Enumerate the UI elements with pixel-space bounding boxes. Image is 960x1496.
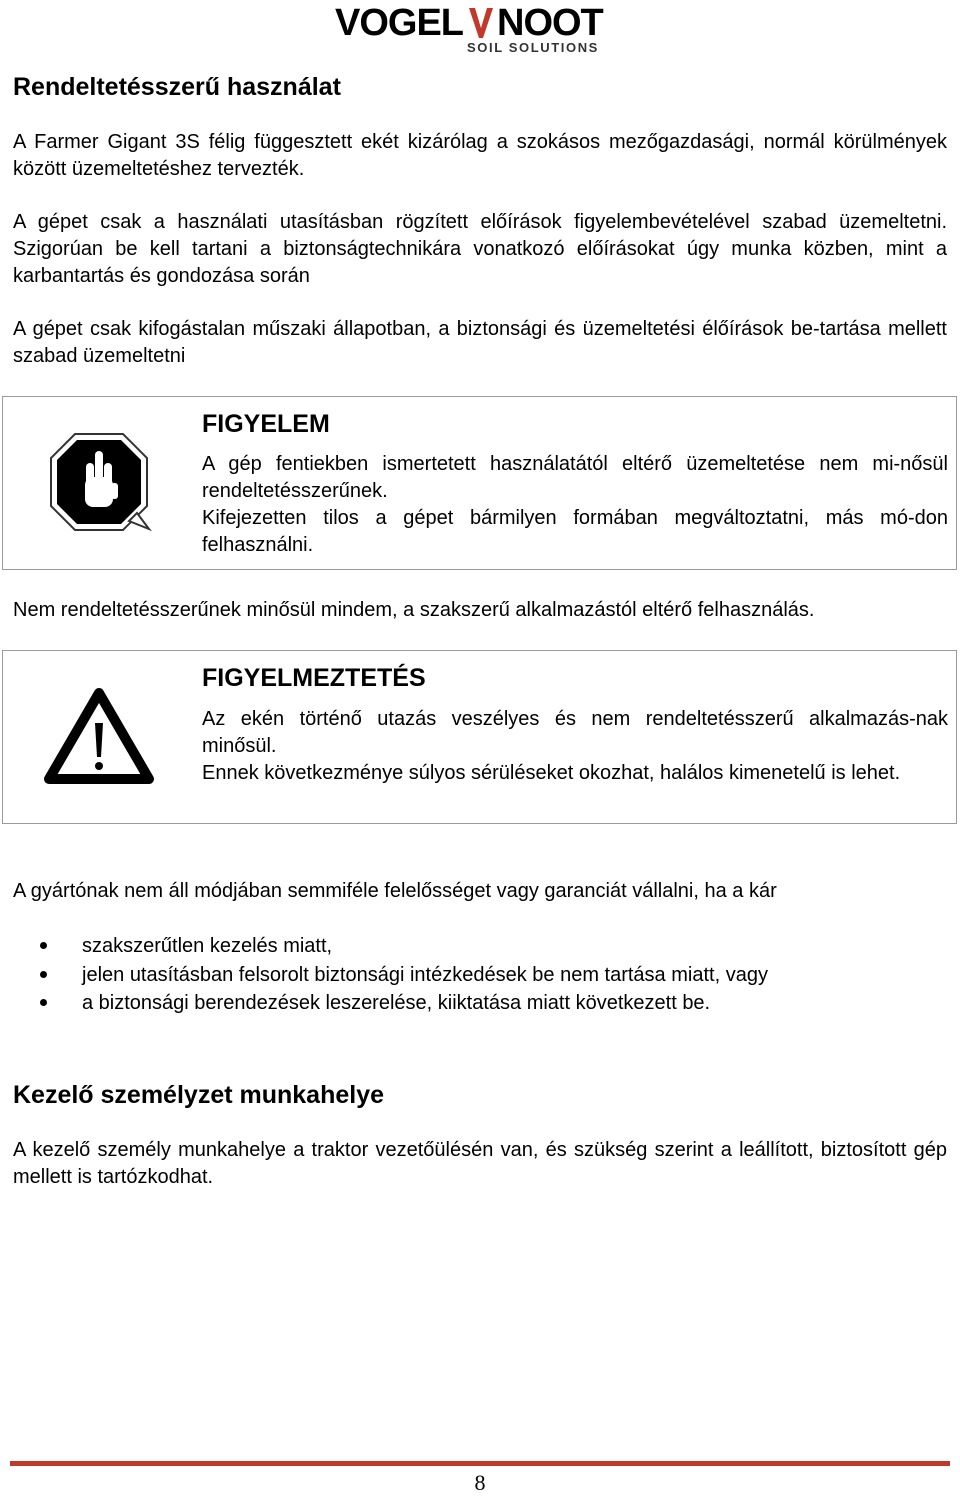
section-heading-operator-position: Kezelő személyzet munkahelye <box>13 1081 384 1109</box>
bullet-icon <box>40 999 47 1006</box>
misuse-statement: Nem rendeltetésszerűnek minősül mindem, a szakszerű alkalmazástól eltérő felhasználás. <box>13 599 815 621</box>
warning-notice-box <box>2 650 957 824</box>
liability-intro: A gyártónak nem áll módjában semmiféle felelősséget vagy garanciát vállalni, ha a kár <box>13 880 777 902</box>
page-number: 8 <box>474 1470 486 1495</box>
attention-notice-box <box>2 396 957 570</box>
brand-name-right: NOOT <box>497 2 603 44</box>
brand-mark-icon <box>463 6 499 40</box>
paragraph-intended-use-2: A gépet csak a használati utasításban rögzített előírások figyelembevételével szabad üzemeltetni. Szigorúan be kell tartani a biztonságtechnikára vonatkozó előírásokat úgy munka közben, mint a karbantartás és gondozása során <box>13 211 947 287</box>
brand-name-left: VOGEL <box>335 2 464 44</box>
paragraph-operator-position: A kezelő személy munkahelye a traktor vezetőülésén van, és szükség szerint a leállított, biztosított gép mellett is tartózkodhat. <box>13 1139 947 1188</box>
list-item <box>0 989 960 1018</box>
stop-hand-icon <box>43 431 155 535</box>
list-item <box>0 932 960 961</box>
attention-title: FIGYELEM <box>202 410 330 438</box>
footer-rule <box>10 1461 950 1466</box>
brand-tagline: SOIL SOLUTIONS <box>467 40 599 55</box>
liability-bullet-list <box>0 932 960 1018</box>
bullet-icon <box>40 942 47 949</box>
section-heading-intended-use: Rendeltetésszerű használat <box>13 73 341 101</box>
list-item-text: jelen utasításban felsorolt biztonsági intézkedések be nem tartása miatt, vagy <box>82 963 768 986</box>
paragraph-intended-use-3: A gépet csak kifogástalan műszaki állapotban, a biztonsági és üzemeltetési élőírások be-tartása mellett szabad üzemeltetni <box>13 318 947 367</box>
warning-text-1: Az ekén történő utazás veszélyes és nem rendeltetésszerű alkalmazás-nak minősül. <box>202 708 948 757</box>
warning-title: FIGYELMEZTETÉS <box>202 664 426 692</box>
brand-logo <box>335 2 625 58</box>
attention-text-1: A gép fentiekben ismertetett használatától eltérő üzemeltetése nem mi-nősül rendeltetésszerűnek. <box>202 453 948 502</box>
bullet-icon <box>40 971 47 978</box>
warning-text-2: Ennek következménye súlyos sérüléseket okozhat, halálos kimenetelű is lehet. <box>202 762 901 784</box>
paragraph-intended-use-1: A Farmer Gigant 3S félig függesztett ekét kizárólag a szokásos mezőgazdasági, normál körülmények között üzemeltetéshez tervezték. <box>13 131 947 180</box>
attention-text-2: Kifejezetten tilos a gépet bármilyen formában megváltoztatni, más mó-don felhasználni. <box>202 507 948 556</box>
list-item <box>0 961 960 990</box>
list-item-text: a biztonsági berendezések leszerelése, kiiktatása miatt következett be. <box>82 992 711 1014</box>
warning-triangle-icon <box>43 687 155 785</box>
list-item-text: szakszerűtlen kezelés miatt, <box>82 935 333 957</box>
